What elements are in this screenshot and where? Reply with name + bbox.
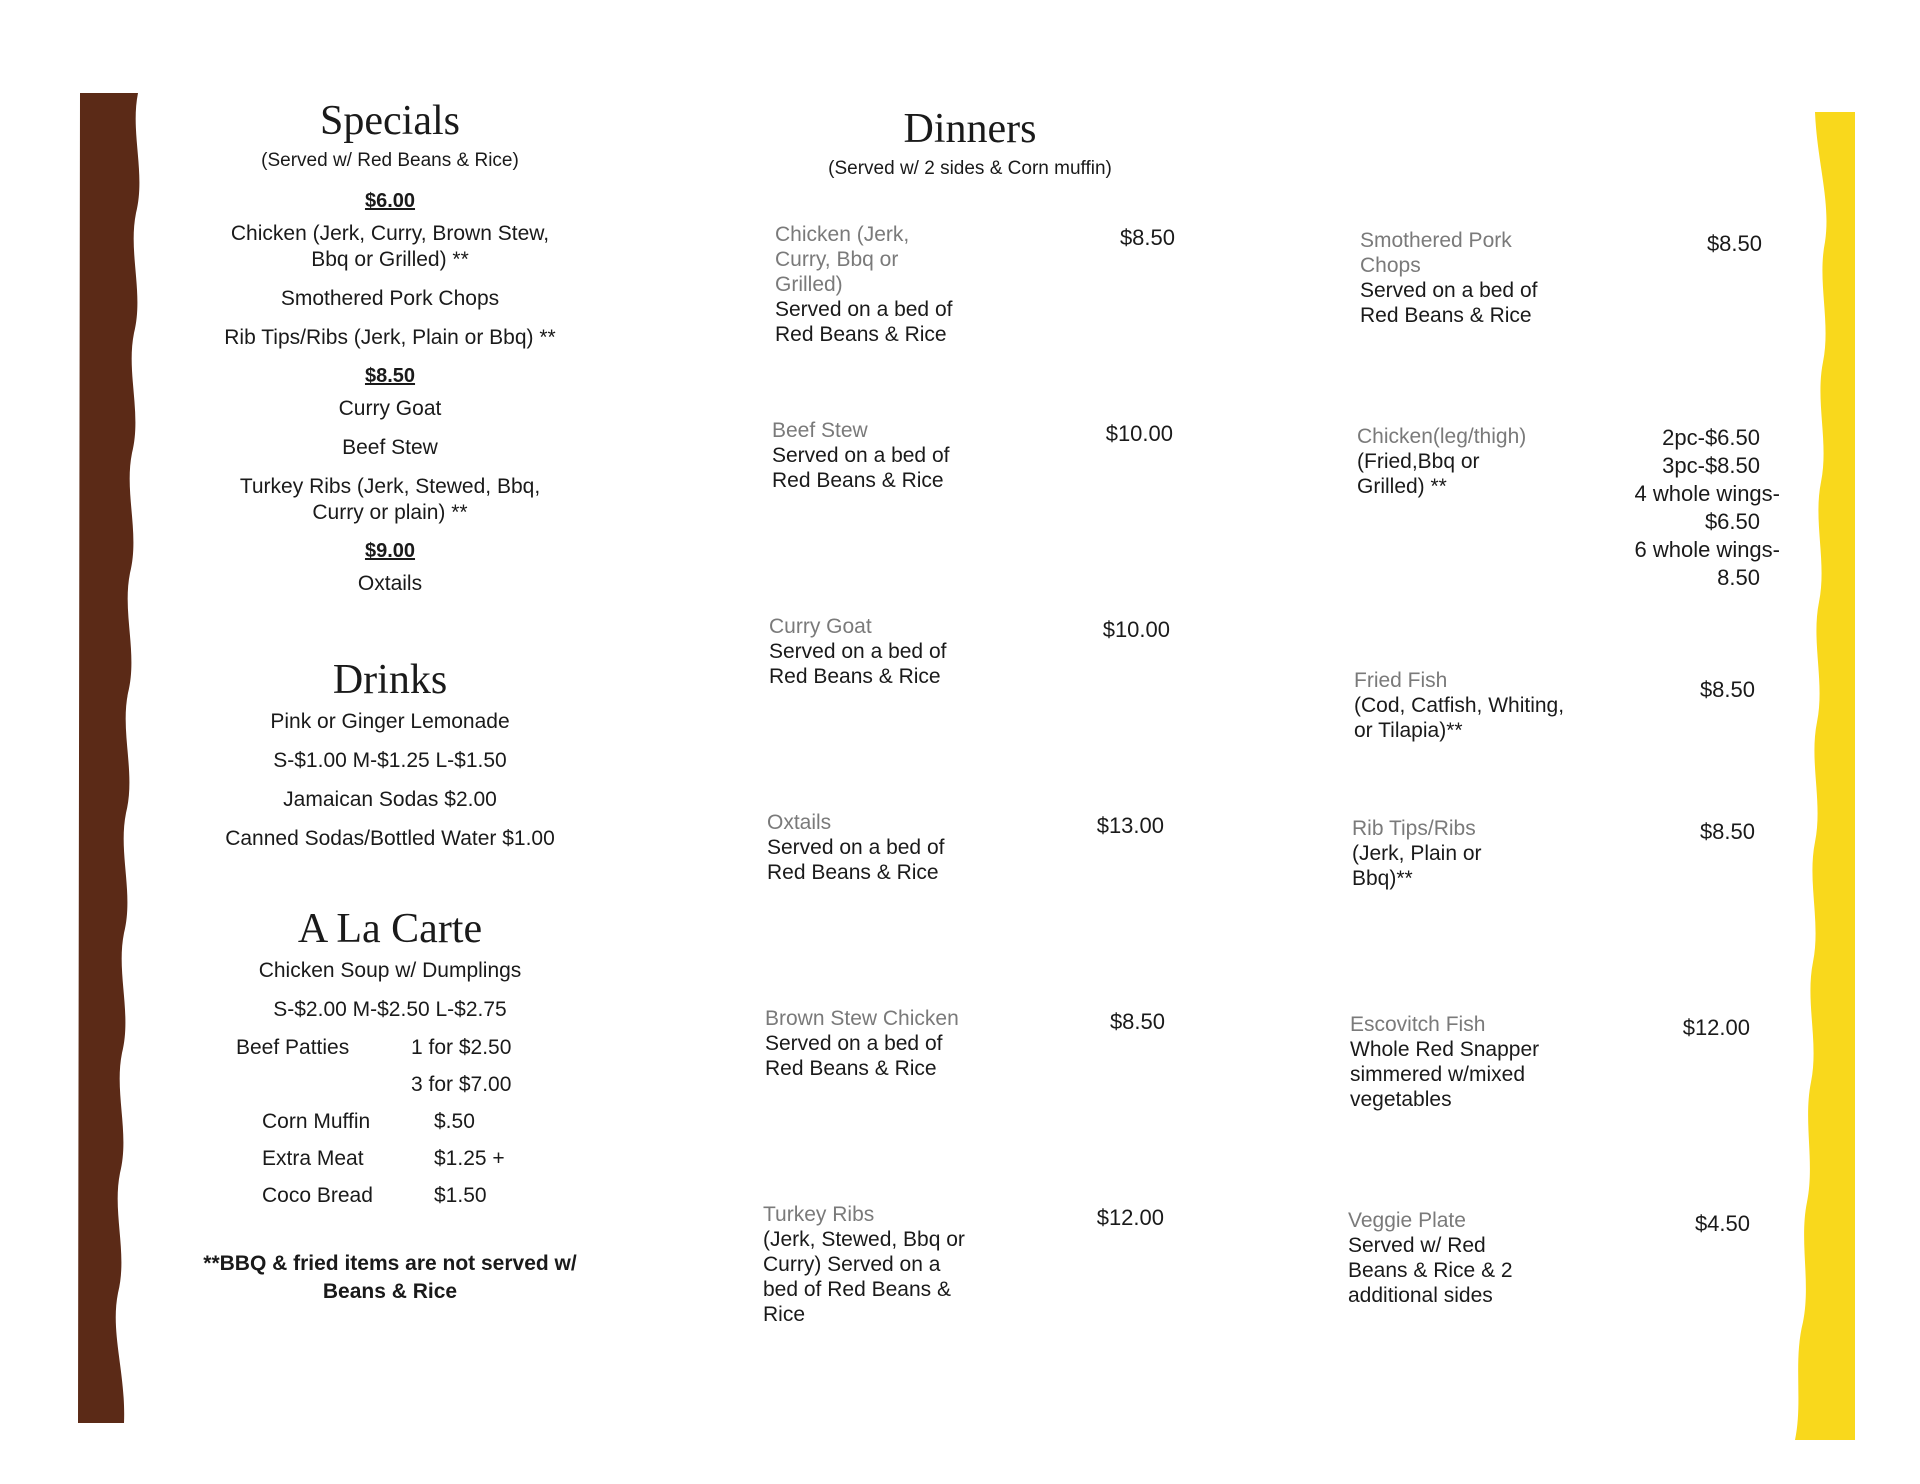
dinner-item [775, 222, 990, 347]
dinner-item-name: Curry Goat [769, 615, 872, 638]
dinner-item-desc: (Jerk, Plain or Bbq)** [1352, 842, 1482, 890]
dinner-item-price: $10.00 [1105, 421, 1173, 446]
ala-carte-price: 1 for $2.50 [411, 1036, 512, 1059]
ala-carte-price: 3 for $7.00 [411, 1073, 512, 1096]
ala-carte-row [236, 1184, 600, 1208]
dinner-item-price-line: 6 whole wings- [1634, 537, 1780, 562]
dinner-item [769, 614, 984, 689]
drink-item: Canned Sodas/Bottled Water $1.00 [225, 827, 555, 850]
drink-item: S-$1.00 M-$1.25 L-$1.50 [273, 749, 507, 772]
specials-price-9: $9.00 [364, 540, 416, 562]
dinner-item-price-line: 4 whole wings- [1634, 481, 1780, 506]
dinner-item-desc: Served on a bed of Red Beans & Rice [769, 640, 947, 688]
specials-subtitle: (Served w/ Red Beans & Rice) [261, 150, 519, 171]
specials-price-8-50: $8.50 [364, 365, 416, 387]
ala-carte-name: Beef Patties [236, 1036, 350, 1059]
specials-price-6: $6.00 [364, 190, 416, 212]
ala-carte-price: $1.50 [434, 1184, 487, 1207]
drinks-title: Drinks [332, 657, 448, 703]
ala-carte-price: $.50 [434, 1110, 475, 1133]
dinner-item-desc: (Cod, Catfish, Whiting, or Tilapia)** [1354, 694, 1565, 742]
dinners-subtitle: (Served w/ 2 sides & Corn muffin) [828, 158, 1112, 179]
dinner-item-price-line: 2pc-$6.50 [1662, 425, 1760, 450]
special-item: Beef Stew [342, 436, 438, 459]
dinner-item-price: $4.50 [1694, 1211, 1750, 1236]
dinner-item [763, 1202, 978, 1327]
dinner-item-price-line: 8.50 [1717, 565, 1760, 590]
dinner-item-price: $8.50 [1699, 819, 1755, 844]
dinner-item-name: Beef Stew [772, 419, 868, 442]
special-item: Rib Tips/Ribs (Jerk, Plain or Bbq) ** [224, 326, 556, 349]
dinner-item-name: Chicken (Jerk, Curry, Bbq or Grilled) [775, 223, 910, 296]
dinner-item [767, 810, 982, 885]
ala-carte-name [236, 1073, 411, 1097]
dinner-item [1360, 228, 1575, 328]
dinner-item-price: $8.50 [1109, 1009, 1165, 1034]
dinner-item [765, 1006, 990, 1081]
dinner-item [1350, 1012, 1565, 1112]
dinner-item-price: $12.00 [1096, 1205, 1164, 1230]
dinner-item-price: $10.00 [1102, 617, 1170, 642]
dinner-item-desc: Served on a bed of Red Beans & Rice [775, 298, 953, 346]
ala-carte-line: Chicken Soup w/ Dumplings [258, 959, 522, 982]
dinner-item-name: Brown Stew Chicken [765, 1007, 959, 1030]
brown-wavy-strip [78, 93, 144, 1423]
dinners-header [800, 108, 1140, 180]
dinner-item-desc: Served on a bed of Red Beans & Rice [767, 836, 945, 884]
dinner-item-desc: Served on a bed of Red Beans & Rice [765, 1032, 943, 1080]
yellow-wavy-strip [1795, 112, 1855, 1440]
dinner-item [1354, 668, 1584, 743]
dinner-item-price: $8.50 [1706, 231, 1762, 256]
dinner-item [772, 418, 987, 493]
dinner-item-name: Fried Fish [1354, 669, 1448, 692]
dinner-item-price-line: $6.50 [1704, 509, 1760, 534]
dinner-item-desc: (Fried,Bbq or Grilled) ** [1357, 450, 1480, 498]
special-item: Oxtails [357, 572, 423, 595]
dinner-item-desc: Whole Red Snapper simmered w/mixed vegetables [1350, 1038, 1540, 1111]
drink-item: Pink or Ginger Lemonade [270, 710, 510, 733]
dinner-item [1357, 424, 1572, 499]
dinner-item-name: Rib Tips/Ribs [1352, 817, 1476, 840]
dinners-title: Dinners [903, 106, 1037, 152]
left-column [180, 100, 600, 1306]
ala-carte-name: Corn Muffin [262, 1110, 371, 1133]
dinner-item-desc: Served on a bed of Red Beans & Rice [1360, 279, 1538, 327]
special-item: Turkey Ribs (Jerk, Stewed, Bbq, Curry or plain) ** [239, 475, 541, 524]
ala-carte-line: S-$2.00 M-$2.50 L-$2.75 [273, 998, 507, 1021]
dinner-item-name: Chicken(leg/thigh) [1357, 425, 1527, 448]
ala-carte-name: Extra Meat [262, 1147, 364, 1170]
ala-carte-row [236, 1073, 600, 1097]
dinner-item-price: $8.50 [1119, 225, 1175, 250]
specials-title: Specials [320, 98, 460, 144]
dinner-item-name: Escovitch Fish [1350, 1013, 1486, 1036]
ala-carte-section [180, 908, 600, 1208]
dinner-item-price-line: 3pc-$8.50 [1662, 453, 1760, 478]
dinner-item-name: Veggie Plate [1348, 1209, 1466, 1232]
dinner-item-desc: Served on a bed of Red Beans & Rice [772, 444, 950, 492]
dinner-item-name: Smothered Pork Chops [1360, 229, 1512, 277]
dinner-item-price: $13.00 [1096, 813, 1164, 838]
dinner-item [1352, 816, 1567, 891]
chicken-price-list [1610, 424, 1780, 592]
dinner-item-name: Turkey Ribs [763, 1203, 875, 1226]
ala-carte-row [236, 1110, 600, 1134]
dinner-item-name: Oxtails [767, 811, 832, 834]
dinner-item-price: $8.50 [1699, 677, 1755, 702]
ala-carte-row [236, 1147, 600, 1171]
drink-item: Jamaican Sodas $2.00 [283, 788, 497, 811]
dinner-item-desc: Served w/ Red Beans & Rice & 2 additional sides [1348, 1234, 1513, 1307]
dinner-item-desc: (Jerk, Stewed, Bbq or Curry) Served on a bed of Red Beans & Rice [763, 1228, 965, 1326]
drinks-section [180, 659, 600, 852]
ala-carte-row [236, 1036, 600, 1060]
special-item: Curry Goat [338, 397, 442, 420]
specials-section [180, 100, 600, 597]
ala-carte-title: A La Carte [297, 906, 483, 952]
dinner-item [1348, 1208, 1563, 1308]
special-item: Chicken (Jerk, Curry, Brown Stew, Bbq or Grilled) ** [230, 222, 550, 271]
dinner-item-price: $12.00 [1682, 1015, 1750, 1040]
special-item: Smothered Pork Chops [280, 287, 500, 310]
ala-carte-name: Coco Bread [262, 1184, 373, 1207]
footnote: **BBQ & fried items are not served w/ Beans & Rice [203, 1252, 577, 1303]
ala-carte-price: $1.25 + [434, 1147, 505, 1170]
